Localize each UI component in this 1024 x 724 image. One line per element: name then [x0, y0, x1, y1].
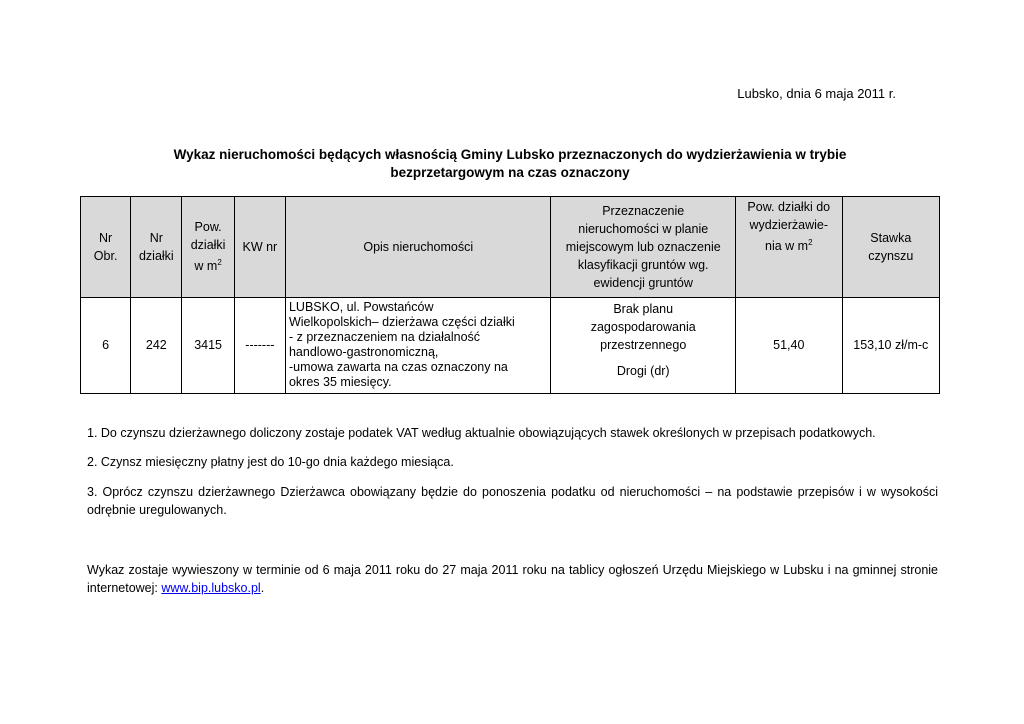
note-2: 2. Czynsz miesięczny płatny jest do 10-go dnia każdego miesiąca.: [87, 455, 454, 469]
header-pow-wydzierzawienia: Pow. działki do wydzierżawie- nia w $m^2$: [735, 197, 842, 298]
header-opis: Opis nieruchomości: [285, 197, 550, 298]
header-stawka: Stawka czynszu: [842, 197, 939, 298]
note-1: 1. Do czynszu dzierżawnego doliczony zostaje podatek VAT według aktualnie obowiązujących stawek określonych w przepisach podatkowych.: [87, 426, 876, 440]
header-kw: KW nr: [234, 197, 285, 298]
title-line-2: bezprzetargowym na czas oznaczony: [390, 165, 630, 180]
title-line-1: Wykaz nieruchomości będących własnością Gminy Lubsko przeznaczonych do wydzierżawienia w trybie: [173, 147, 847, 162]
publication-notice: Wykaz zostaje wywieszony w terminie od 6 maja 2011 roku do 27 maja 2011 roku na tablicy ogłoszeń Urzędu Miejskiego w Lubsku i na gminnej stronie internetowej: www.bip.lubsko.pl.: [87, 563, 938, 595]
publication-notice-text: Wykaz zostaje wywieszony w terminie od 6 maja 2011 roku do 27 maja 2011 roku na tablicy ogłoszeń Urzędu Miejskiego w Lubsku i na gminnej stronie internetowej:: [87, 563, 938, 595]
header-pow: Pow. działki w $m^2$: [182, 197, 234, 298]
table-header-row: [81, 197, 940, 298]
document-date: Lubsko, dnia 6 maja 2011 r.: [737, 86, 896, 101]
table-row: [81, 298, 940, 394]
cell-opis: LUBSKO, ul. Powstańców Wielkopolskich– dzierżawa części działki - z przeznaczeniem na działalność handlowo-gastronomiczną, -umowa zawarta na czas oznaczony na okres 35 miesięcy.: [285, 298, 550, 394]
property-table: [80, 196, 940, 394]
bip-link[interactable]: www.bip.lubsko.pl: [161, 581, 261, 595]
cell-stawka: 153,10 zł/m-c: [842, 298, 939, 394]
header-nr-dzialki: Nr działki: [131, 197, 182, 298]
header-przeznaczenie: Przeznaczenie nieruchomości w planie miejscowym lub oznaczenie klasyfikacji gruntów wg. ewidencji gruntów: [551, 197, 736, 298]
header-nr-obr: Nr Obr.: [81, 197, 131, 298]
cell-nr-obr: 6: [81, 298, 131, 394]
cell-pow: 3415: [182, 298, 234, 394]
cell-pow-wydzierzawienia: 51,40: [735, 298, 842, 394]
document-title: [80, 146, 940, 182]
cell-kw: -------: [234, 298, 285, 394]
note-3: 3. Oprócz czynszu dzierżawnego Dzierżawca obowiązany będzie do ponoszenia podatku od nieruchomości – na podstawie przepisów i w wysokości odrębnie uregulowanych.: [87, 485, 938, 517]
cell-przeznaczenie: Brak planu zagospodarowania przestrzennego Drogi (dr): [551, 298, 736, 394]
cell-nr-dzialki: 242: [131, 298, 182, 394]
